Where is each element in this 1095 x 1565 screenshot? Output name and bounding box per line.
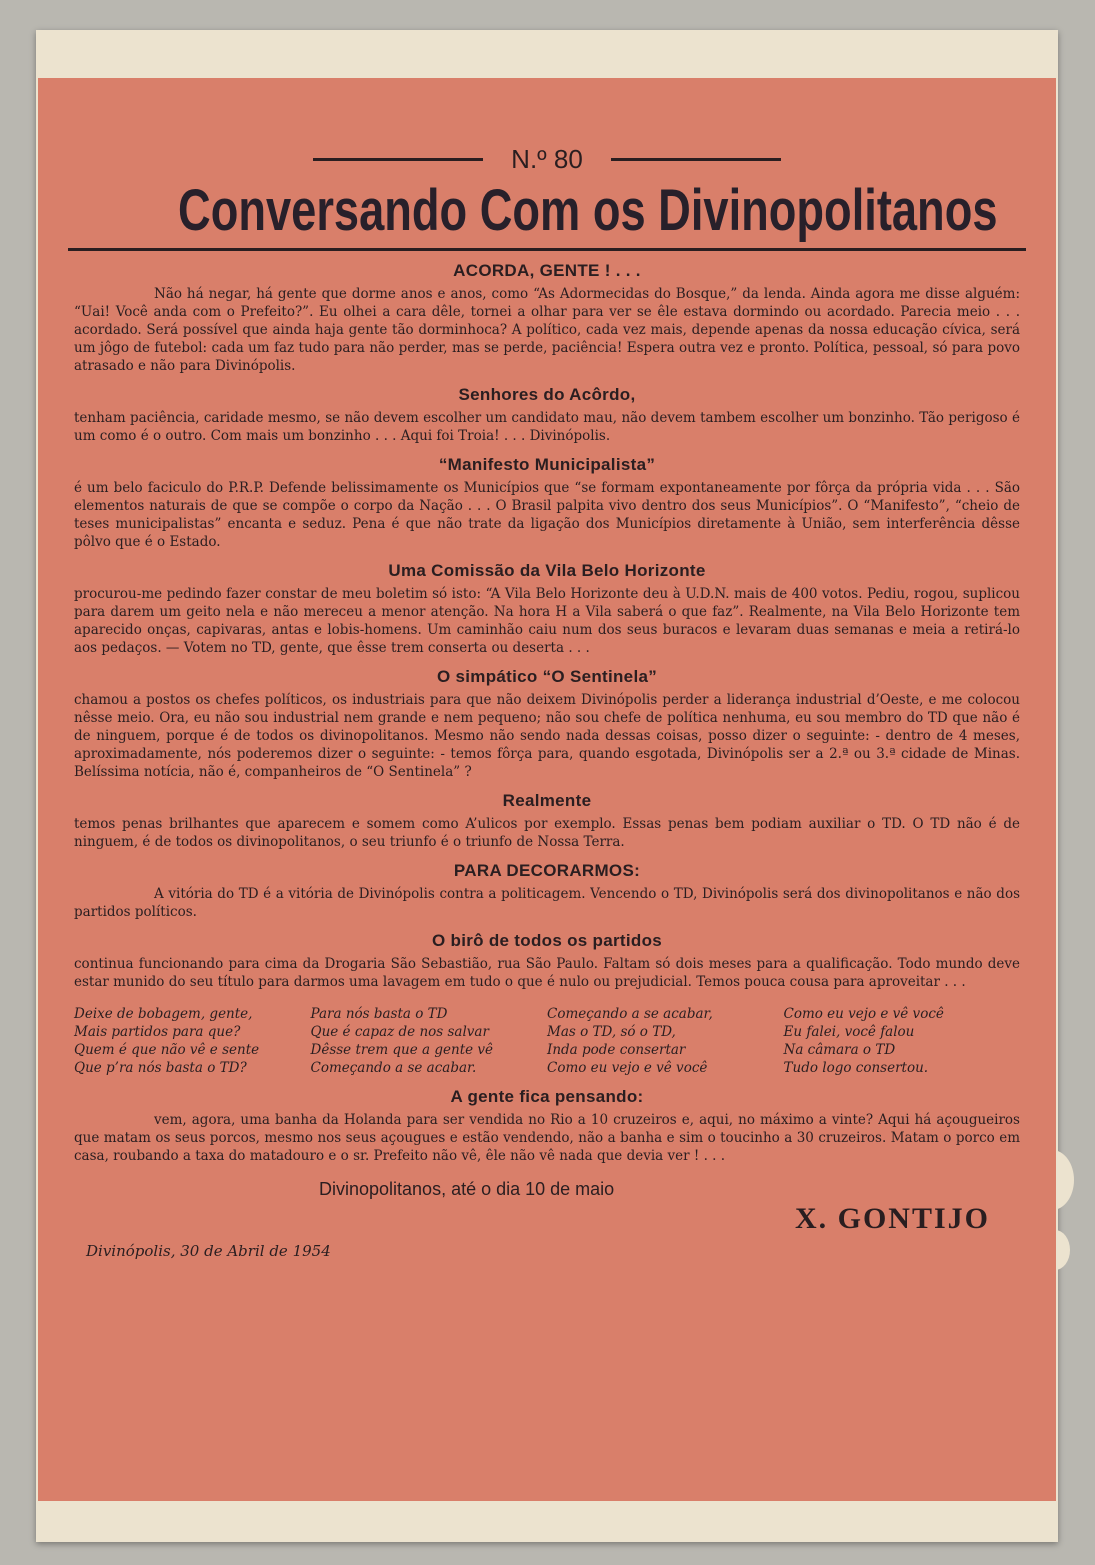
page-title: Conversando Com os Divinopolitanos: [178, 178, 998, 243]
section-text: continua funcionando para cima da Drogaria São Sebastião, rua São Paulo. Faltam só dois meses para a qualificação. Todo mundo deve estar munido do seu título para darmos uma lavagem em tudo o que é nulo ou prejudicial. Temos pouca cousa para aproveitar . . .: [74, 956, 1020, 990]
section-heading: ACORDA, GENTE ! . . .: [453, 261, 641, 280]
section-text: chamou a postos os chefes políticos, os industriais para que não deixem Divinópolis perder a liderança industrial d’Oeste, e me colocou nêsse meio. Ora, eu não sou industrial nem grande e nem pequeno; não sou chefe de política nenhuma, eu sou membro do TD que não é de ninguem, porque é de todos os divinopolitanos. Mesmo não sendo nada dessas coisas, posso dizer o seguinte: - dentro de 4 meses, aproximadamente, nós poderemos dizer o seguinte: - temos fôrça para, quando esgotada, Divinópolis ser a 2.ª ou 3.ª cidade de Minas. Belíssima notícia, não é, companheiros de “O Sentinela” ?: [74, 692, 1020, 780]
verse-line: Dêsse trem que a gente vê: [310, 1042, 494, 1058]
section-heading: “Manifesto Municipalista”: [438, 455, 656, 474]
section-text: é um belo faciculo do P.R.P. Defende belissimamente os Municípios que “se formam expontaneamente por fôrça da própria vida . . . São elementos naturais de que se compõe o corpo da Nação . . . O Brasil palpita vivo dentro dos seus Municípios”. O “Manifesto”, “cheio de teses municipalistas” encanta e seduz. Pena é que não trate da ligação dos Municípios diretamente à União, sem interferência dêsse pôlvo que é o Estado.: [74, 480, 1020, 550]
section-biro: [74, 931, 1020, 991]
verse-line: Começando a se acabar,: [547, 1006, 713, 1022]
dateline: Divinópolis, 30 de Abril de 1954: [86, 1242, 331, 1260]
section-comissao: [74, 561, 1020, 657]
decorative-rule: [611, 158, 781, 161]
verse-line: Tudo logo consertou.: [783, 1060, 929, 1076]
closing-line: Divinopolitanos, até o dia 10 de maio: [319, 1179, 615, 1199]
section-heading: O birô de todos os partidos: [431, 931, 663, 950]
section-manifesto: [74, 455, 1020, 551]
section-heading: Senhores do Acôrdo,: [458, 385, 636, 404]
section-realmente: [74, 791, 1020, 851]
section-heading: Realmente: [502, 791, 592, 810]
section-text: A vitória do TD é a vitória de Divinópolis contra a politicagem. Vencendo o TD, Divinópolis será dos divinopolitanos e não dos partidos políticos.: [74, 886, 1020, 920]
verse-line: Deixe de bobagem, gente,: [74, 1006, 253, 1022]
verse-line: Para nós basta o TD: [310, 1006, 448, 1022]
verse-line: Começando a se acabar.: [310, 1060, 477, 1076]
verse-line: Na câmara o TD: [783, 1042, 896, 1058]
verse-line: Que é capaz de nos salvar: [310, 1024, 489, 1040]
section-acorda: [74, 261, 1020, 375]
verse-line: Quem é que não vê e sente: [74, 1042, 260, 1058]
verse-stanza: [311, 1005, 548, 1077]
section-senhores-do-acordo: [74, 385, 1020, 445]
section-para-decorarmos: [74, 861, 1020, 921]
section-text: procurou-me pedindo fazer constar de meu boletim só isto: “A Vila Belo Horizonte deu à U.D.N. mais de 400 votos. Pediu, rogou, suplicou para darem um geito nela e não mereceu a menor atenção. Na hora H a Vila saberá o que faz”. Realmente, na Vila Belo Horizonte tem aparecido onças, capivaras, antas e lobis-homens. Um caminhão caiu num dos seus buracos e levaram duas semanas e meia a retirá-lo aos pedaços. — Votem no TD, gente, que êsse trem conserta ou deserta . . .: [74, 586, 1020, 656]
verse-line: Como eu vejo e vê você: [783, 1006, 944, 1022]
section-heading: O simpático “O Sentinela”: [436, 667, 658, 686]
verse-stanza: [784, 1005, 1021, 1077]
issue-number: N.º 80: [511, 143, 583, 174]
section-text: temos penas brilhantes que aparecem e somem como A’ulicos por exemplo. Essas penas bem podiam auxiliar o TD. O TD não é de ninguem, é de todos os divinopolitanos, o seu triunfo é o triunfo de Nossa Terra.: [74, 816, 1020, 850]
section-heading: A gente fica pensando:: [450, 1087, 644, 1106]
section-text: Não há negar, há gente que dorme anos e anos, como “As Adormecidas do Bosque,” da lenda. Ainda agora me disse alguém: “Uai! Você anda com o Prefeito?”. Eu olhei a cara dêle, tornei a olhar para ver se êle estava dormindo ou acordado. Parecia meio . . . acordado. Será possível que ainda haja gente tão dorminhoca? A político, cada vez mais, depende apenas da nossa educação cívica, será um jôgo de futebol: cada um faz tudo para não perder, mas se perde, paciência! Espera outra vez e pronto. Política, pessoal, só para povo atrasado e não para Divinópolis.: [74, 286, 1020, 374]
verses: [74, 1005, 1020, 1077]
section-text: vem, agora, uma banha da Holanda para ser vendida no Rio a 10 cruzeiros e, aqui, no máximo a vinte? Aqui há açougueiros que matam os seus porcos, mesmo nos seus açougues e estão vendendo, não a banha e sim o toucinho a 30 cruzeiros. Matam o porco em casa, roubando a taxa do matadouro e o sr. Prefeito não vê, êle não vê nada que devia ver ! . . .: [74, 1112, 1020, 1164]
verse-line: Inda pode consertar: [547, 1042, 686, 1058]
verse-line: Que p’ra nós basta o TD?: [74, 1060, 247, 1076]
verse-line: Mas o TD, só o TD,: [547, 1024, 676, 1040]
handbill: [38, 78, 1056, 1501]
title-underline: [68, 248, 1026, 251]
section-text: tenham paciência, caridade mesmo, se não devem escolher um candidato mau, não devem tambem escolher um bonzinho. Tão perigoso é um como é o outro. Com mais um bonzinho . . . Aqui foi Troia! . . . Divinópolis.: [74, 410, 1020, 444]
verse-stanza: [547, 1005, 784, 1077]
section-gente-fica-pensando: [74, 1087, 1020, 1165]
verse-line: Como eu vejo e vê você: [547, 1060, 708, 1076]
verse-line: Eu falei, você falou: [783, 1024, 915, 1040]
section-heading: Uma Comissão da Vila Belo Horizonte: [388, 561, 706, 580]
decorative-rule: [313, 158, 483, 161]
issue-number-row: [74, 144, 1020, 174]
signature: X. GONTIJO: [794, 1202, 990, 1235]
section-heading: PARA DECORARMOS:: [453, 861, 641, 880]
verse-stanza: [74, 1005, 311, 1077]
section-sentinela: [74, 667, 1020, 781]
verse-line: Mais partidos para que?: [74, 1024, 241, 1040]
